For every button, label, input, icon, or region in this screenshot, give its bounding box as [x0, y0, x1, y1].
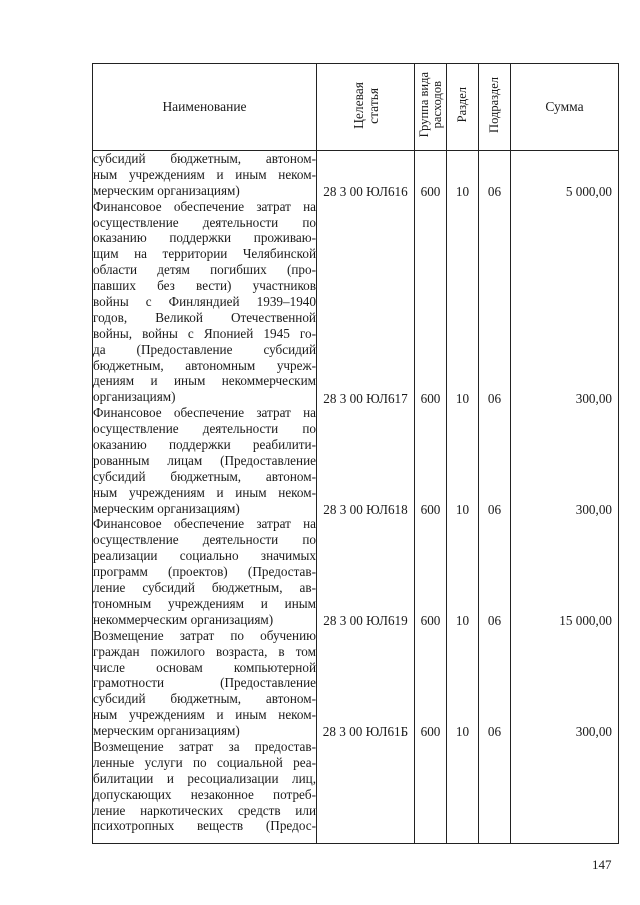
name-text-line: мерческим организациям): [93, 500, 240, 516]
expense-group-value: 600: [420, 390, 441, 406]
name-text-line: некоммерческим организациям): [93, 611, 274, 627]
header-section: Раздел: [447, 64, 479, 151]
expense-group-value: 600: [420, 183, 441, 199]
name-text-line: субсидий бюджетным, автоном-: [93, 468, 316, 484]
name-text-line: павших без вести) участников: [93, 278, 316, 294]
name-text-line: субсидий бюджетным, автоном-: [93, 691, 316, 707]
name-text-line: мерческим организациям): [93, 723, 240, 739]
amount-value: 300,00: [575, 501, 612, 517]
amount-value: 300,00: [575, 724, 612, 740]
page-number: 147: [592, 857, 612, 872]
name-text-line: ление субсидий бюджетным, ав-: [93, 580, 316, 596]
name-text-line: оказанию поддержки реабилити-: [93, 437, 316, 453]
name-text-line: программ (проектов) (Предостав-: [93, 564, 316, 580]
name-text-line: области детям погибших (про-: [93, 262, 316, 278]
target-article-column: [317, 151, 415, 844]
name-text-line: войны с Финляндией 1939–1940: [93, 294, 316, 310]
section-value: 10: [455, 390, 470, 406]
header-expense-group: Группа вида расходов: [415, 64, 447, 151]
name-text-line: Финансовое обеспечение затрат на: [93, 405, 316, 421]
header-name: Наименование: [93, 64, 317, 151]
name-text-line: субсидий бюджетным, автоном-: [93, 151, 316, 166]
name-text-line: граждан пожилого возраста, в том: [93, 643, 316, 659]
section-value: 10: [455, 183, 470, 199]
subsection-value: 06: [487, 390, 502, 406]
subsection-value: 06: [487, 183, 502, 199]
name-text-line: билитации и ресоциализации лиц,: [93, 770, 316, 786]
header-amount: Сумма: [511, 64, 619, 151]
name-text-line: ленные услуги по социальной реа-: [93, 754, 316, 770]
target-article-value: 28 3 00 ЮЛ616: [323, 183, 408, 199]
names-column: [93, 151, 317, 844]
name-text-line: реализации социально значимых: [93, 548, 316, 564]
name-text-line: тономным учреждениям и иным: [93, 595, 316, 611]
target-article-value: 28 3 00 ЮЛ617: [323, 390, 408, 406]
budget-table: [92, 63, 619, 844]
name-text-line: осуществление деятельности по: [93, 214, 316, 230]
name-text-line: дениям и иным некоммерческим: [93, 373, 316, 389]
table-header-row: [93, 64, 619, 151]
subsection-value: 06: [487, 501, 502, 517]
name-text-line: ным учреждениям и иным неком-: [93, 484, 316, 500]
subsection-value: 06: [487, 724, 502, 740]
name-text-line: оказанию поддержки проживаю-: [93, 230, 316, 246]
name-text-line: мерческим организациям): [93, 182, 240, 198]
name-text-line: организациям): [93, 389, 176, 405]
name-text-line: войны, войны с Японией 1945 го-: [93, 325, 316, 341]
name-text-line: годов, Великой Отечественной: [93, 309, 316, 325]
subsection-column: [479, 151, 511, 844]
name-text-line: Возмещение затрат по обучению: [93, 627, 316, 643]
amount-value: 5 000,00: [565, 183, 612, 199]
target-article-value: 28 3 00 ЮЛ618: [323, 501, 408, 517]
expense-group-value: 600: [420, 724, 441, 740]
name-text-line: бюджетным, автономным учреж-: [93, 357, 316, 373]
target-article-value: 28 3 00 ЮЛ61Б: [322, 724, 409, 740]
name-text-line: рованным лицам (Предоставление: [93, 452, 316, 468]
amount-column: [511, 151, 619, 844]
name-text-line: числе основам компьютерной: [93, 659, 316, 675]
name-text-line: ление наркотических средств или: [93, 802, 316, 818]
name-text-line: Возмещение затрат за предостав-: [93, 738, 316, 754]
amount-value: 15 000,00: [559, 613, 612, 629]
target-article-value: 28 3 00 ЮЛ619: [323, 613, 408, 629]
expense-group-value: 600: [420, 613, 441, 629]
name-text-line: щим на территории Челябинской: [93, 246, 316, 262]
name-text-line: Финансовое обеспечение затрат на: [93, 198, 316, 214]
amount-value: 300,00: [575, 390, 612, 406]
name-text-line: психотропных веществ (Предос-: [93, 818, 316, 834]
header-subsection: Подраздел: [479, 64, 511, 151]
name-text-line: осуществление деятельности по: [93, 532, 316, 548]
name-text-line: грамотности (Предоставление: [93, 675, 316, 691]
name-text-line: допускающих незаконное потреб-: [93, 786, 316, 802]
section-value: 10: [455, 613, 470, 629]
name-text-line: Финансовое обеспечение затрат на: [93, 516, 316, 532]
section-value: 10: [455, 724, 470, 740]
name-text-line: да (Предоставление субсидий: [93, 341, 316, 357]
header-target-article: Целевая статья: [317, 64, 415, 151]
table-body-row: [93, 151, 619, 844]
section-column: [447, 151, 479, 844]
expense-group-value: 600: [420, 501, 441, 517]
name-text-line: осуществление деятельности по: [93, 421, 316, 437]
name-text-line: ным учреждениям и иным неком-: [93, 166, 316, 182]
section-value: 10: [455, 501, 470, 517]
name-text-line: ным учреждениям и иным неком-: [93, 707, 316, 723]
subsection-value: 06: [487, 613, 502, 629]
expense-group-column: [415, 151, 447, 844]
